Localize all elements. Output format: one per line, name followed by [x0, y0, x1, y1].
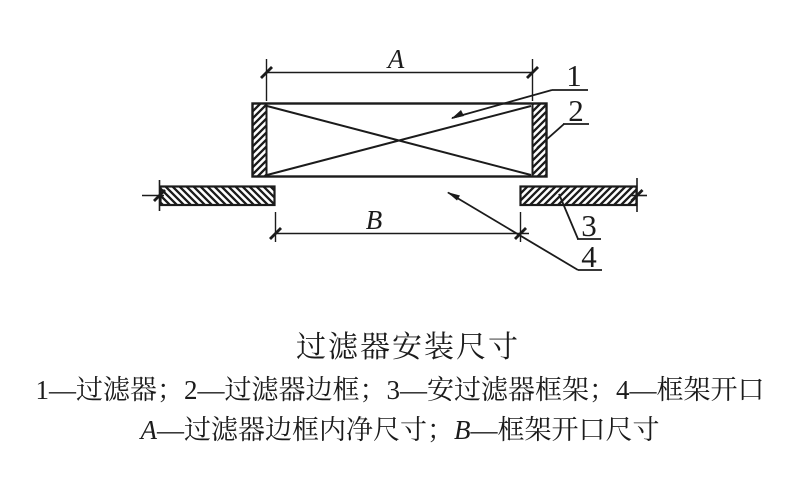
- callout-4-label: 4: [581, 239, 597, 274]
- mounting-frame: [142, 178, 647, 212]
- filter-box: [253, 104, 547, 177]
- filter-frame-cap-right: [533, 104, 547, 177]
- dimension-a: [261, 44, 538, 101]
- legend-parts: 1—过滤器；2—过滤器边框；3—安过滤器框架；4—框架开口: [35, 375, 765, 405]
- figure-title: 过滤器安装尺寸: [296, 331, 520, 364]
- frame-bar-right: [521, 187, 637, 206]
- dimension-b: [270, 205, 529, 242]
- legend-dimensions: [0, 408, 800, 447]
- dim-a-label: A: [387, 44, 405, 74]
- frame-bar-left: [161, 187, 275, 206]
- callout-3-label: 3: [581, 208, 597, 243]
- legend-dim-a-desc: —过滤器边框内净尺寸；: [157, 415, 454, 445]
- dim-b-label: B: [365, 205, 383, 235]
- legend-dim-b-symbol: B: [454, 415, 471, 445]
- legend-dim-b-desc: —框架开口尺寸: [470, 415, 660, 445]
- callout-1-label: 1: [566, 58, 582, 93]
- filter-frame-cap-left: [253, 104, 267, 177]
- legend-dim-a-symbol: A: [140, 415, 157, 445]
- callout-2-label: 2: [568, 93, 584, 128]
